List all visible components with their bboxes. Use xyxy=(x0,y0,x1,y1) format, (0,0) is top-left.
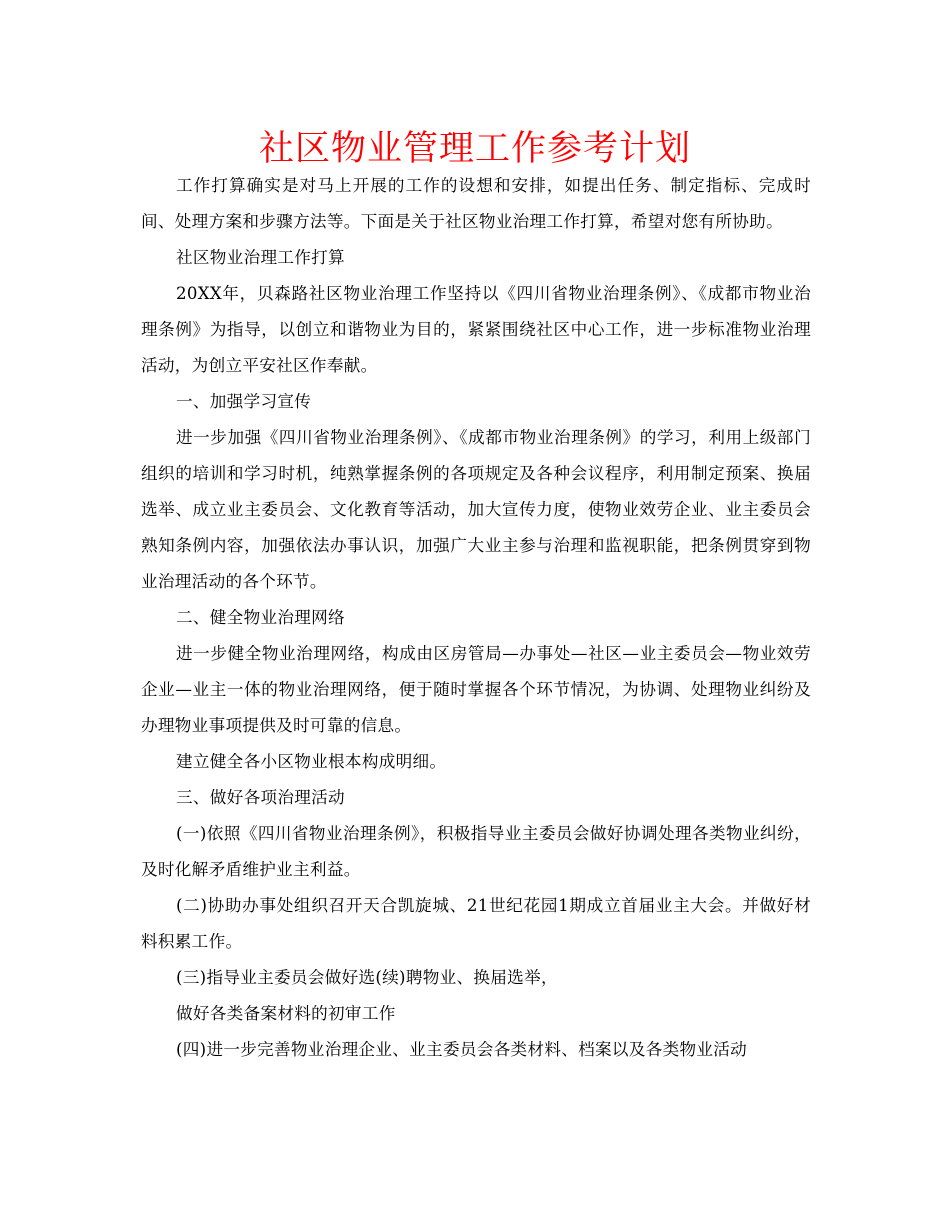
document-title: 社区物业管理工作参考计划 xyxy=(258,129,691,169)
section-heading-2: 二、健全物业治理网络 xyxy=(176,608,345,627)
paragraph-study-promotion: 进一步加强《四川省物业治理条例》、《成都市物业治理条例》的学习，利用上级部门组织的培训和学习时机，纯熟掌握条例的各项规定及各种会议程序，利用制定预案、换届选举、成立业主委员会、文化教育等活动，加大宣传力度，使物业效劳企业、业主委员会熟知条例内容，加强依法办事认识，加强广大业主参与治理和监视职能，把条例贯穿到物业治理活动的各个环节。 xyxy=(141,428,811,591)
paragraph-item-3-continued: 做好各类备案材料的初审工作 xyxy=(176,1004,396,1023)
paragraph-intro: 工作打算确实是对马上开展的工作的设想和安排，如提出任务、制定指标、完成时间、处理方案和步骤方法等。下面是关于社区物业治理工作打算，希望对您有所协助。 xyxy=(141,176,811,231)
paragraph-overview: 20XX年，贝森路社区物业治理工作坚持以《四川省物业治理条例》、《成都市物业治理条例》为指导，以创立和谐物业为目的，紧紧围绕社区中心工作，进一步标准物业治理活动，为创立平安社区作奉献。 xyxy=(141,284,811,375)
paragraph-item-4: (四)进一步完善物业治理企业、业主委员会各类材料、档案以及各类物业活动 xyxy=(176,1040,748,1059)
paragraph-item-3: (三)指导业主委员会做好选(续)聘物业、换届选举， xyxy=(176,968,558,987)
paragraph-item-2: (二)协助办事处组织召开天合凯旋城、21世纪花园1期成立首届业主大会。并做好材料积累工作。 xyxy=(141,896,811,951)
paragraph-plan-heading: 社区物业治理工作打算 xyxy=(176,248,345,267)
paragraph-item-1: (一)依照《四川省物业治理条例》，积极指导业主委员会做好协调处理各类物业纠纷，及时化解矛盾维护业主利益。 xyxy=(141,824,811,879)
paragraph-details: 建立健全各小区物业根本构成明细。 xyxy=(176,752,447,771)
document-body xyxy=(141,168,811,1068)
section-heading-1: 一、加强学习宣传 xyxy=(176,392,312,411)
paragraph-network: 进一步健全物业治理网络，构成由区房管局—办事处—社区—业主委员会—物业效劳企业—业主一体的物业治理网络，便于随时掌握各个环节情况，为协调、处理物业纠纷及办理物业事项提供及时可靠的信息。 xyxy=(141,644,811,735)
section-heading-3: 三、做好各项治理活动 xyxy=(176,788,345,807)
